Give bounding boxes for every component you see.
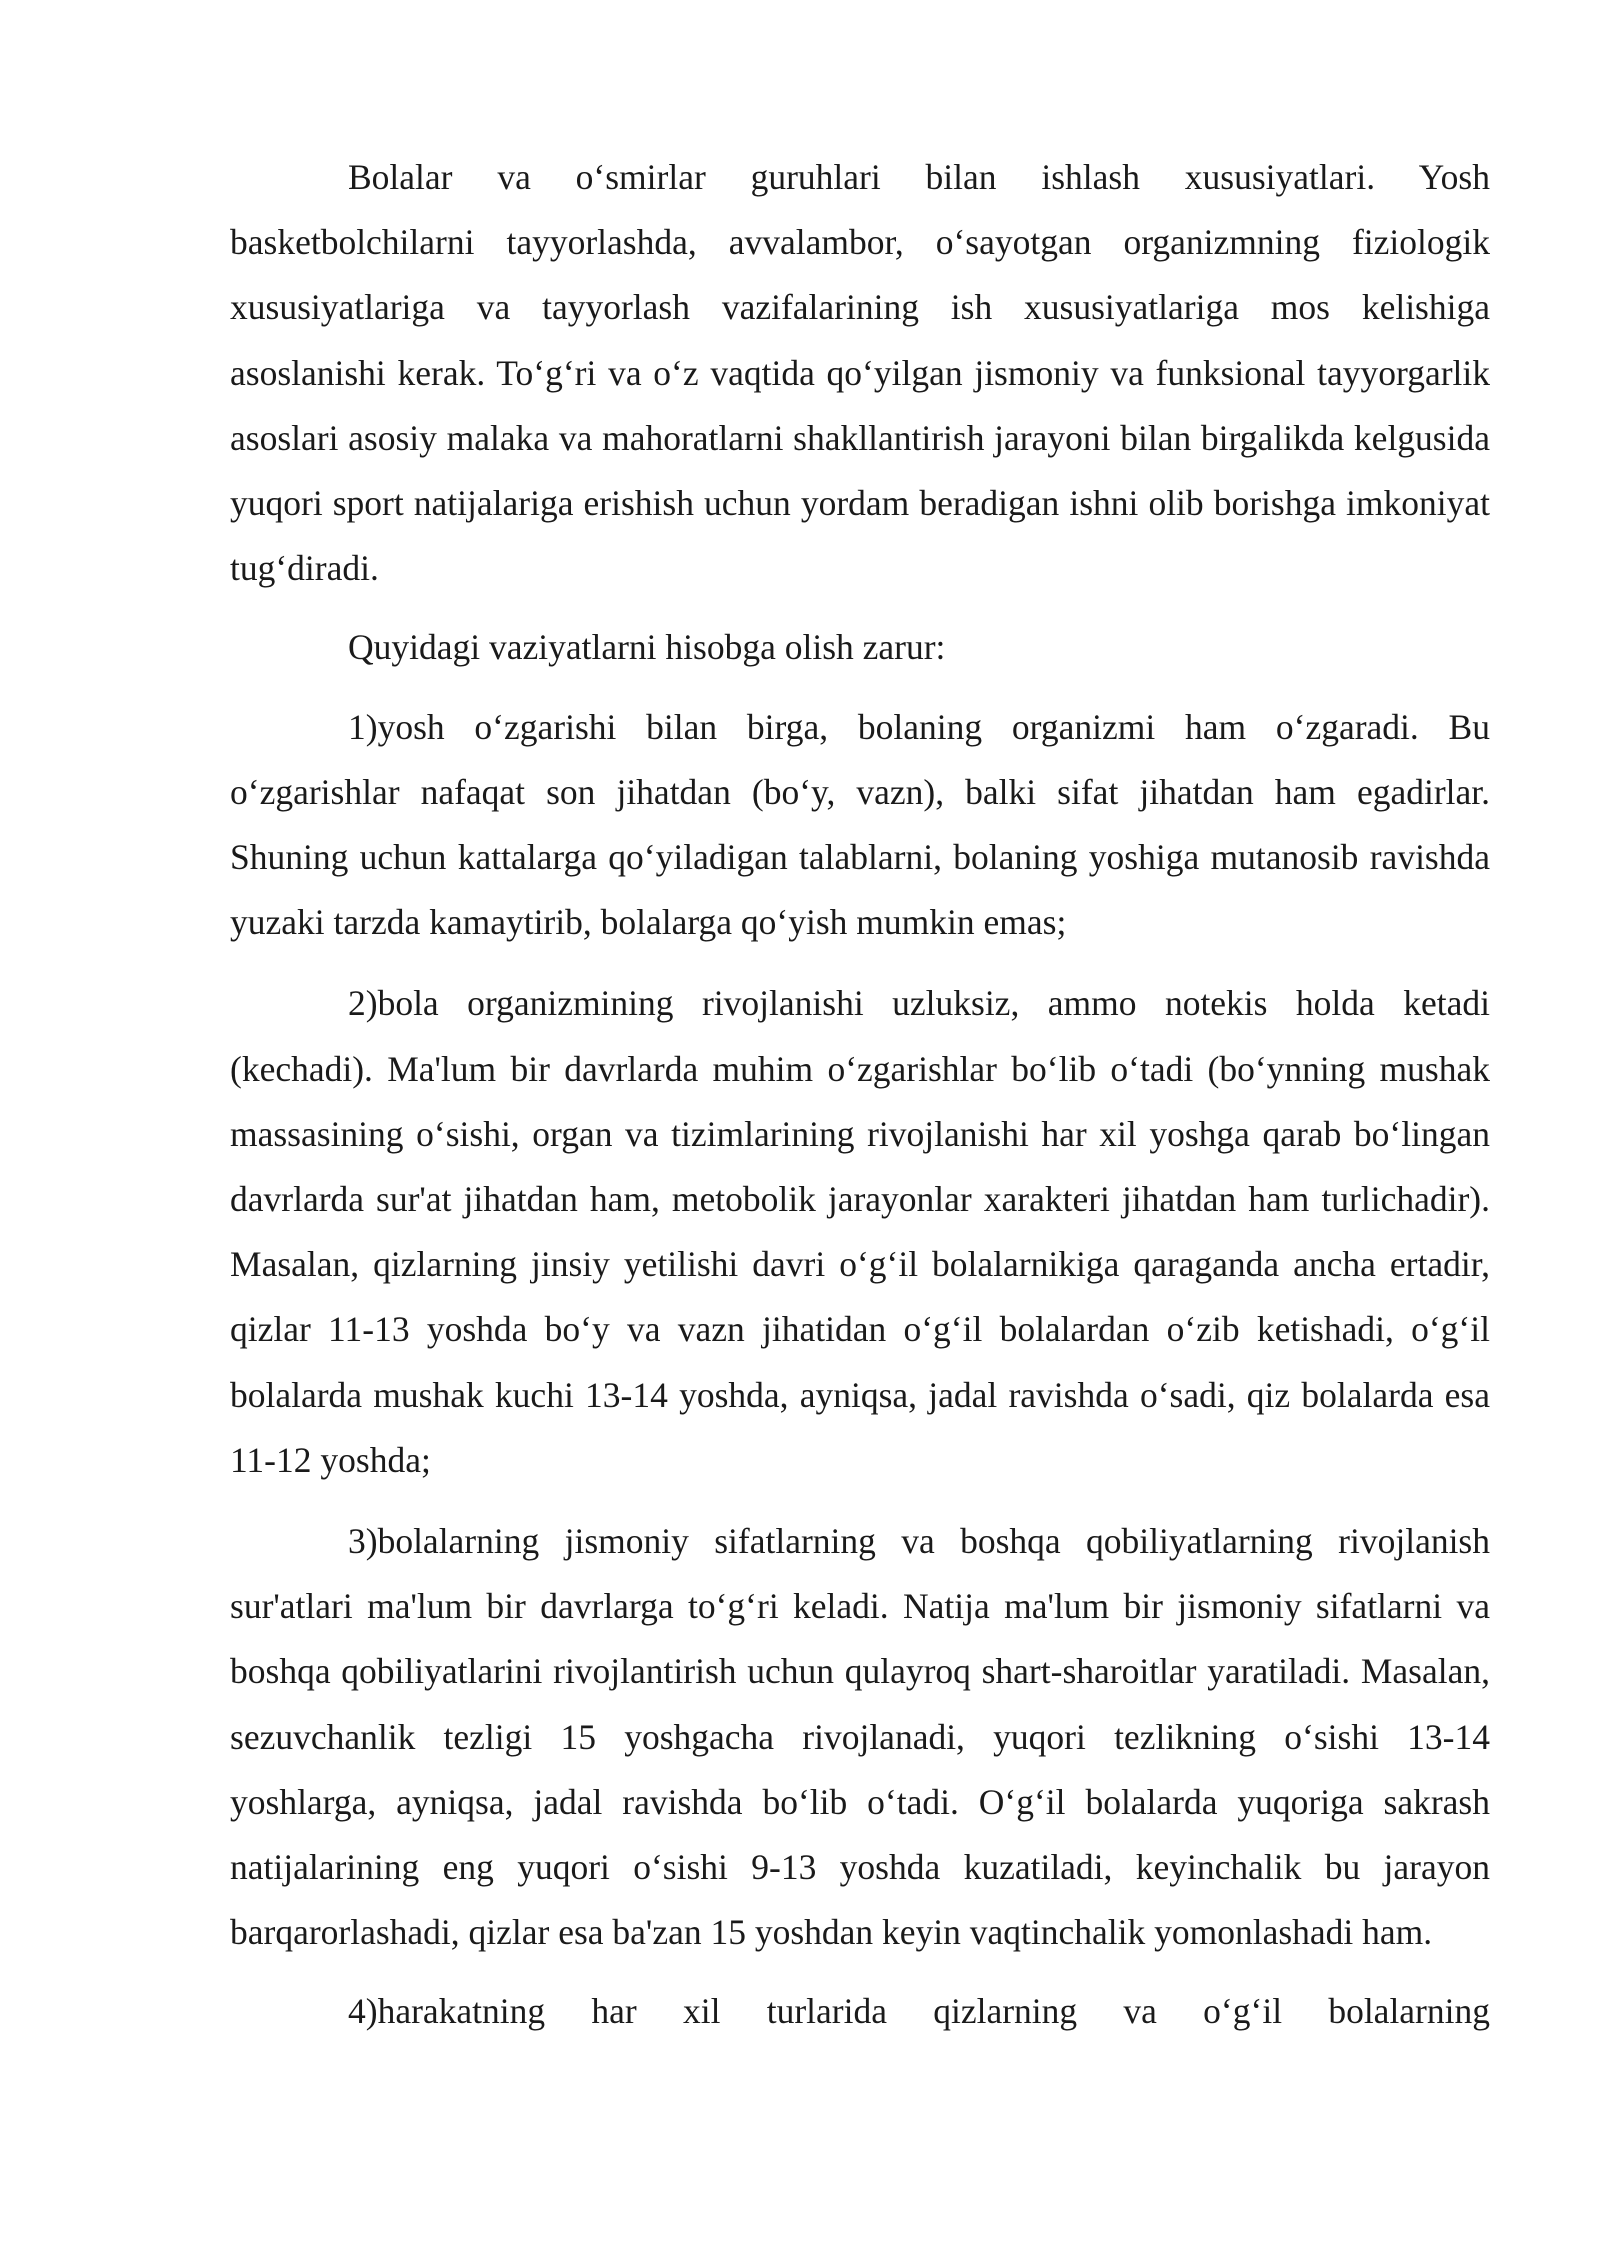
paragraph-item-3: 3)bolalarning jismoniy sifatlarning va boshqa qobiliyatlarning rivojlanish sur'atlari ma'lum bir davrlarga to‘g‘ri keladi. Natija ma'lum bir jismoniy sifatlarni va boshqa qobiliyatlarini rivojlantirish uchun qulayroq shart-sharoitlar yaratiladi. Masalan, sezuvchanlik tezligi 15 yoshgacha rivojlanadi, yuqori tezlikning o‘sishi 13-14 yoshlarga, ayniqsa, jadal ravishda bo‘lib o‘tadi. O‘g‘il bolalarda yuqoriga sakrash natijalarining eng yuqori o‘sishi 9-13 yoshda kuzatiladi, keyinchalik bu jarayon barqarorlashadi, qizlar esa ba'zan 15 yoshdan keyin vaqtinchalik yomonlashadi ham. (230, 1521, 1490, 1953)
paragraph-intro: Bolalar va o‘smirlar guruhlari bilan ishlash xususiyatlari. Yosh basketbolchilarni tayyorlashda, avvalambor, o‘sayotgan organizmning fiziologik xususiyatlariga va tayyorlash vazifalarining ish xususiyatlariga mos kelishiga asoslanishi kerak. To‘g‘ri va o‘z vaqtida qo‘yilgan jismoniy va funksional tayyorgarlik asoslari asosiy malaka va mahoratlarni shakllantirish jarayoni bilan birgalikda kelgusida yuqori sport natijalariga erishish uchun yordam beradigan ishni olib borishga imkoniyat tug‘diradi. (230, 157, 1490, 589)
paragraph-conditions-heading: Quyidagi vaziyatlarni hisobga olish zarur: (348, 627, 946, 668)
paragraph-item-2: 2)bola organizmining rivojlanishi uzluksiz, ammo notekis holda ketadi (kechadi). Ma'lum bir davrlarda muhim o‘zgarishlar bo‘lib o‘tadi (bo‘ynning mushak massasining o‘sishi, organ va tizimlarining rivojlanishi har xil yoshga qarab bo‘lingan davrlarda sur'at jihatdan ham, metobolik jarayonlar xarakteri jihatdan ham turlichadir). Masalan, qizlarning jinsiy yetilishi davri o‘g‘il bolalarnikiga qaraganda ancha ertadir, qizlar 11-13 yoshda bo‘y va vazn jihatidan o‘g‘il bolalardan o‘zib ketishadi, o‘g‘il bolalarda mushak kuchi 13-14 yoshda, ayniqsa, jadal ravishda o‘sadi, qiz bolalarda esa 11-12 yoshda; (230, 983, 1490, 1480)
paragraph-item-4: 4)harakatning har xil turlarida qizlarning va o‘g‘il bolalarning (348, 1991, 1490, 2032)
document-body (230, 145, 1490, 2045)
paragraph-item-1: 1)yosh o‘zgarishi bilan birga, bolaning organizmi ham o‘zgaradi. Bu o‘zgarishlar nafaqat son jihatdan (bo‘y, vazn), balki sifat jihatdan ham egadirlar. Shuning uchun kattalarga qo‘yiladigan talablarni, bolaning yoshiga mutanosib ravishda yuzaki tarzda kamaytirib, bolalarga qo‘yish mumkin emas; (230, 706, 1490, 943)
